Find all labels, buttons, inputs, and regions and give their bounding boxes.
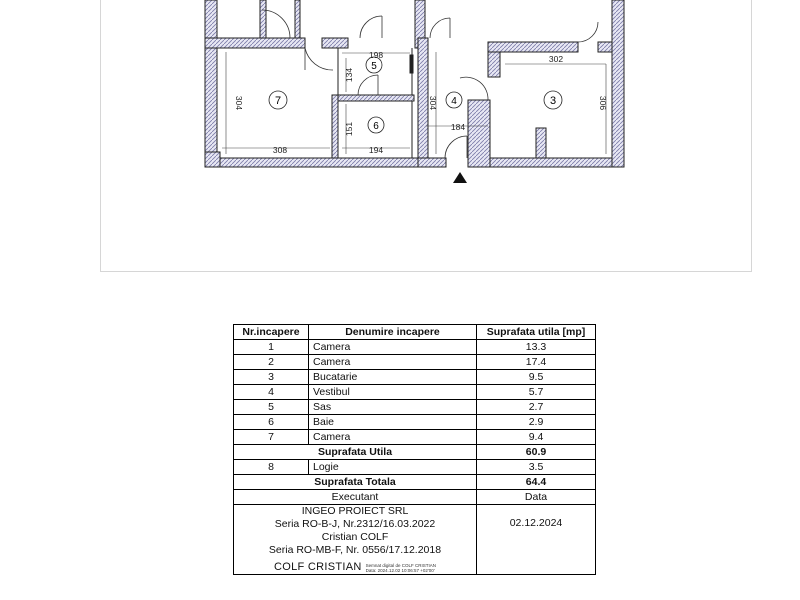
- executant-header-row: [234, 490, 596, 505]
- table-row: [234, 460, 596, 475]
- cell-name: Baie: [309, 415, 477, 430]
- cell-nr: 3: [234, 370, 309, 385]
- header-nr: Nr.incapere: [234, 325, 309, 340]
- dim-label: 302: [548, 54, 564, 64]
- cell-area: 2.7: [477, 400, 596, 415]
- cell-name: Logie: [309, 460, 477, 475]
- executant-label: Executant: [234, 490, 477, 505]
- util-label: Suprafata Utila: [234, 445, 477, 460]
- room-number: 3: [549, 95, 557, 107]
- table-row: [234, 400, 596, 415]
- cell-name: Camera: [309, 340, 477, 355]
- table-row: [234, 430, 596, 445]
- digital-signature: [238, 561, 472, 574]
- cell-area: 3.5: [477, 460, 596, 475]
- header-area: Suprafata utila [mp]: [477, 325, 596, 340]
- cell-nr: 7: [234, 430, 309, 445]
- cell-nr: 1: [234, 340, 309, 355]
- dim-label: 308: [272, 145, 288, 155]
- cell-name: Camera: [309, 355, 477, 370]
- door-swings: [262, 10, 598, 158]
- table-row: [234, 355, 596, 370]
- room-number: 5: [371, 61, 377, 72]
- grand-total-row: [234, 475, 596, 490]
- header-name: Denumire incapere: [309, 325, 477, 340]
- walls: [205, 0, 624, 167]
- table-header-row: [234, 325, 596, 340]
- signature-name: COLF CRISTIAN: [274, 561, 362, 573]
- table-row: [234, 415, 596, 430]
- table-row: [234, 370, 596, 385]
- cell-nr: 8: [234, 460, 309, 475]
- cell-name: Camera: [309, 430, 477, 445]
- series-2: Seria RO-MB-F, Nr. 0556/17.12.2018: [268, 544, 442, 556]
- signature-note: [366, 563, 436, 573]
- person-name: Cristian COLF: [321, 531, 389, 543]
- table-row: [234, 385, 596, 400]
- dim-label: 134: [344, 67, 354, 83]
- date-value: 02.12.2024: [477, 505, 596, 575]
- cell-nr: 2: [234, 355, 309, 370]
- room-number: 7: [274, 95, 282, 107]
- entrance-arrow-icon: [453, 172, 467, 183]
- cell-area: 9.5: [477, 370, 596, 385]
- room-markers: [269, 57, 562, 133]
- room-number: 4: [451, 96, 457, 107]
- cell-area: 9.4: [477, 430, 596, 445]
- room-marker-6: [368, 117, 384, 133]
- room-marker-7: [269, 91, 287, 109]
- table-row: [234, 340, 596, 355]
- room-marker-3: [544, 91, 562, 109]
- room-area-table: [233, 324, 596, 575]
- room-number: 6: [373, 121, 379, 132]
- util-value: 60.9: [477, 445, 596, 460]
- dim-label: 184: [450, 122, 466, 132]
- room-marker-4: [446, 92, 462, 108]
- signature-note-line: Semnat digital de COLF CRISTIAN: [365, 562, 436, 568]
- dim-label: 306: [598, 95, 608, 111]
- dim-label: 194: [368, 145, 384, 155]
- dim-label: 304: [428, 95, 438, 111]
- cell-nr: 6: [234, 415, 309, 430]
- dim-label: 151: [344, 121, 354, 137]
- cell-area: 5.7: [477, 385, 596, 400]
- cell-name: Bucatarie: [309, 370, 477, 385]
- dim-label: 198: [368, 50, 384, 60]
- total-value: 64.4: [477, 475, 596, 490]
- cell-nr: 5: [234, 400, 309, 415]
- cell-area: 2.9: [477, 415, 596, 430]
- series-1: Seria RO-B-J, Nr.2312/16.03.2022: [274, 518, 436, 530]
- data-label: Data: [477, 490, 596, 505]
- signature-note-line: Data: 2024.12.02 10:06:57 +02'00': [365, 567, 435, 573]
- company-name: INGEO PROIECT SRL: [301, 505, 409, 517]
- executant-details: [234, 505, 477, 575]
- cell-name: Sas: [309, 400, 477, 415]
- cell-area: 17.4: [477, 355, 596, 370]
- executant-row: [234, 505, 596, 575]
- cell-area: 13.3: [477, 340, 596, 355]
- util-total-row: [234, 445, 596, 460]
- total-label: Suprafata Totala: [234, 475, 477, 490]
- floor-plan: [0, 0, 800, 190]
- cell-nr: 4: [234, 385, 309, 400]
- dim-label: 304: [234, 95, 244, 111]
- cell-name: Vestibul: [309, 385, 477, 400]
